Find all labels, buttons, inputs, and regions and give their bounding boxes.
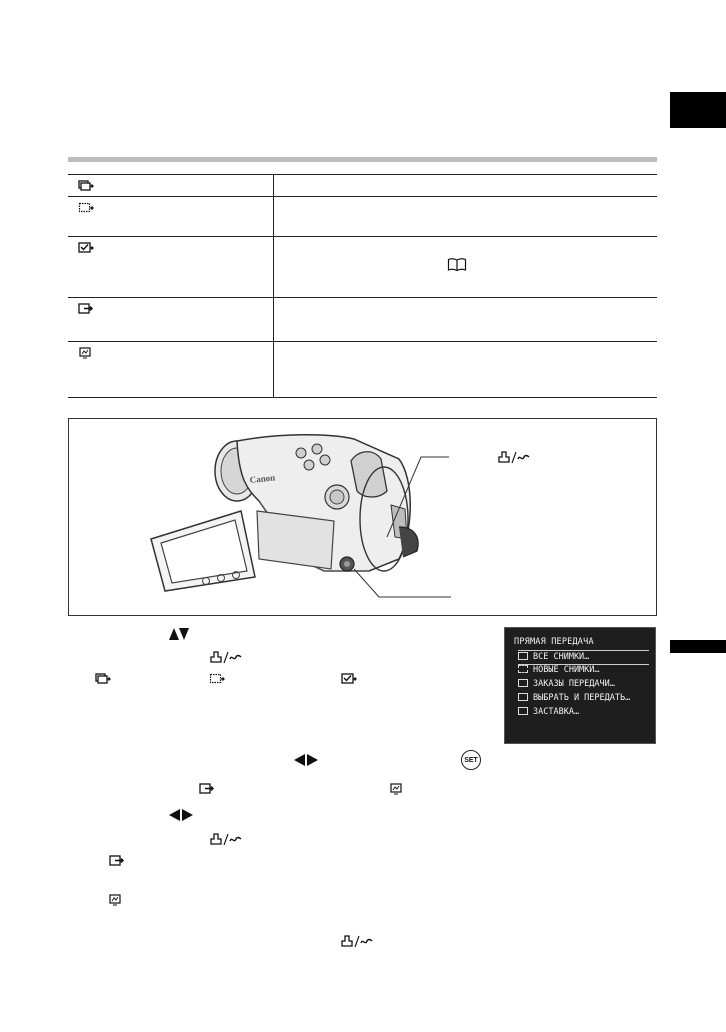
table-row — [68, 174, 657, 197]
print-share-icon — [209, 833, 243, 847]
transfer-all-icon — [95, 673, 111, 685]
wallpaper-icon — [78, 347, 94, 359]
menu-item-transfer-orders[interactable]: ЗАКАЗЫ ПЕРЕДАЧИ… — [518, 678, 649, 691]
select-and-transfer-icon — [109, 855, 125, 867]
camera-brand-label: Canon — [249, 472, 276, 485]
wallpaper-icon — [389, 783, 405, 795]
wallpaper-icon — [518, 707, 528, 715]
left-right-arrows-icon — [168, 808, 194, 822]
print-share-icon — [340, 935, 374, 949]
transfer-new-icon — [518, 665, 528, 673]
table-row — [68, 341, 657, 398]
book-reference-icon — [447, 258, 467, 272]
transfer-new-icon — [209, 673, 225, 685]
transfer-all-icon — [78, 180, 94, 192]
transfer-orders-icon — [78, 242, 94, 254]
menu-item-select-and-transfer[interactable]: ВЫБРАТЬ И ПЕРЕДАТЬ… — [518, 692, 649, 705]
menu-item-all-images[interactable]: ВСЕ СНИМКИ… — [518, 650, 649, 665]
table-bottom-border — [68, 397, 657, 398]
table-row — [68, 196, 657, 237]
menu-item-new-images[interactable]: НОВЫЕ СНИМКИ… — [518, 664, 649, 677]
menu-item-wallpaper[interactable]: ЗАСТАВКА… — [518, 706, 649, 719]
camcorder-illustration — [69, 419, 658, 617]
page-tab-mid — [670, 640, 726, 653]
left-right-arrows-icon — [293, 753, 319, 767]
set-button-icon: SET — [461, 750, 481, 770]
transfer-orders-icon — [518, 679, 528, 687]
menu-title: ПРЯМАЯ ПЕРЕДАЧА — [514, 637, 594, 647]
select-and-transfer-icon — [518, 693, 528, 701]
table-row — [68, 297, 657, 342]
wallpaper-icon — [108, 894, 124, 906]
section-rule — [68, 157, 657, 162]
transfer-orders-icon — [341, 673, 357, 685]
table-row — [68, 236, 657, 298]
select-and-transfer-icon — [199, 783, 215, 795]
direct-transfer-menu-screen — [504, 627, 656, 744]
camera-figure — [68, 418, 657, 616]
print-share-icon — [497, 451, 531, 465]
transfer-new-icon — [78, 202, 94, 214]
page-tab-top — [670, 92, 726, 128]
select-and-transfer-icon — [78, 303, 94, 315]
transfer-all-icon — [518, 652, 528, 660]
up-down-arrows-icon — [168, 627, 190, 641]
print-share-icon — [209, 651, 243, 665]
